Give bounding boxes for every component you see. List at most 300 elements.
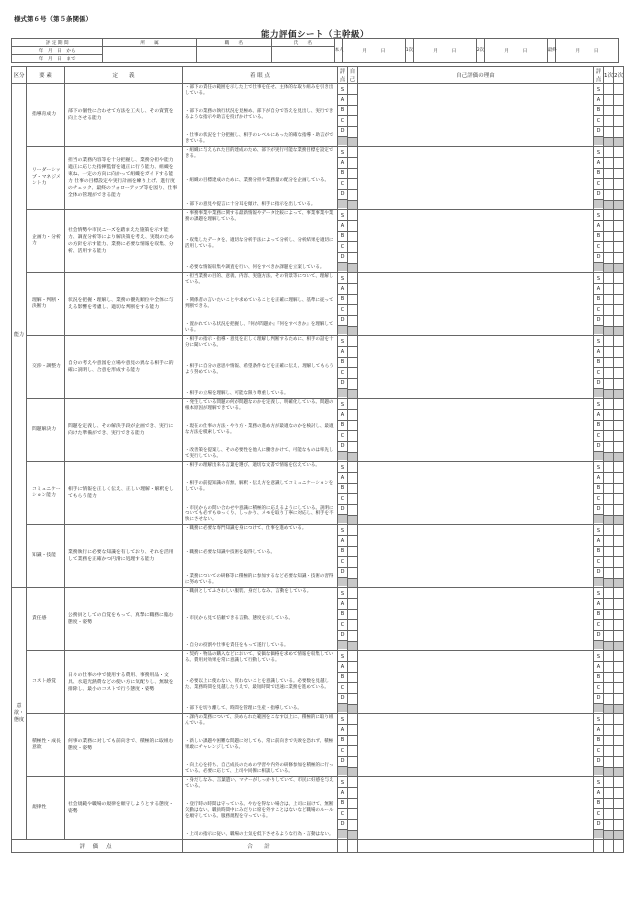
- first-rating[interactable]: [604, 84, 614, 147]
- grade-checkbox[interactable]: [604, 336, 613, 347]
- grade-checkbox[interactable]: [604, 547, 613, 558]
- grade-checkbox[interactable]: [348, 694, 357, 705]
- grade-checkbox[interactable]: [604, 651, 613, 662]
- grade-checkbox[interactable]: [614, 788, 623, 799]
- second-rating[interactable]: [614, 210, 624, 273]
- grade-checkbox[interactable]: [348, 431, 357, 442]
- grade-checkbox[interactable]: [348, 620, 357, 631]
- observation-point: ・課内の業務について、決められた範囲をこなす以上に、積極的に取り組んでいる。: [185, 715, 334, 726]
- grade-checkbox[interactable]: [348, 295, 357, 306]
- col-definition: 定 義: [65, 67, 183, 84]
- grade-checkbox[interactable]: [348, 253, 357, 264]
- grade-checkbox[interactable]: [614, 116, 623, 127]
- grade-checkbox[interactable]: [614, 347, 623, 358]
- self-rating[interactable]: [348, 588, 358, 651]
- grade-checkbox[interactable]: [614, 147, 623, 158]
- grade-checkbox[interactable]: [348, 442, 357, 453]
- grade-c-label: C: [594, 746, 603, 756]
- grade-checkbox[interactable]: [348, 158, 357, 169]
- grade-checkbox[interactable]: [614, 599, 623, 610]
- grade-checkbox[interactable]: [348, 473, 357, 484]
- grade-checkbox[interactable]: [614, 610, 623, 621]
- self-evaluation-reason-field[interactable]: [358, 651, 594, 714]
- grade-checkbox[interactable]: [604, 662, 613, 673]
- grade-checkbox[interactable]: [614, 273, 623, 284]
- grade-checkbox[interactable]: [348, 568, 357, 579]
- grade-s-label: S: [594, 526, 603, 536]
- total-label: 合 計: [183, 840, 338, 853]
- first-rating[interactable]: [604, 588, 614, 651]
- grade-checkbox[interactable]: [614, 305, 623, 316]
- period-to-field[interactable]: 年 月 日 まで: [12, 55, 103, 63]
- grade-checkbox[interactable]: [614, 158, 623, 169]
- grade-a-label: A: [338, 473, 347, 483]
- self-rating[interactable]: [348, 336, 358, 399]
- grade-checkbox[interactable]: [348, 610, 357, 621]
- self-evaluation-reason-field[interactable]: [358, 399, 594, 462]
- second-rating[interactable]: [614, 399, 624, 462]
- grade-checkbox[interactable]: [604, 536, 613, 547]
- rating-scale: [338, 336, 348, 399]
- observation-points: [183, 462, 338, 525]
- grade-checkbox[interactable]: [604, 757, 613, 768]
- grade-checkbox[interactable]: [348, 273, 357, 284]
- grade-checkbox[interactable]: [348, 179, 357, 190]
- grade-c-label: C: [338, 368, 347, 378]
- grade-checkbox[interactable]: [604, 284, 613, 295]
- first-rating[interactable]: [604, 273, 614, 336]
- grade-checkbox[interactable]: [348, 316, 357, 327]
- grade-b-label: B: [594, 231, 603, 241]
- grade-checkbox[interactable]: [614, 84, 623, 95]
- self-rating[interactable]: [348, 399, 358, 462]
- self-evaluation-reason-field[interactable]: [358, 777, 594, 840]
- self-evaluation-reason-field[interactable]: [358, 588, 594, 651]
- grade-a-label: A: [338, 95, 347, 105]
- grade-checkbox[interactable]: [604, 484, 613, 495]
- grade-d-label: D: [338, 567, 347, 577]
- first-rating[interactable]: [604, 399, 614, 462]
- grade-checkbox[interactable]: [348, 536, 357, 547]
- grade-checkbox[interactable]: [604, 809, 613, 820]
- grade-s-label: S: [338, 211, 347, 221]
- grade-checkbox[interactable]: [604, 169, 613, 180]
- grade-checkbox[interactable]: [614, 473, 623, 484]
- grade-checkbox[interactable]: [348, 788, 357, 799]
- grade-checkbox[interactable]: [348, 106, 357, 117]
- grade-checkbox[interactable]: [604, 599, 613, 610]
- grade-checkbox[interactable]: [614, 547, 623, 558]
- rating-scale: [338, 399, 348, 462]
- grade-a-label: A: [338, 662, 347, 672]
- self-evaluation-reason-field[interactable]: [358, 714, 594, 777]
- grade-checkbox[interactable]: [604, 568, 613, 579]
- grade-checkbox[interactable]: [614, 505, 623, 516]
- score-cell: [614, 831, 623, 839]
- grade-checkbox[interactable]: [604, 610, 613, 621]
- grade-c-label: C: [338, 746, 347, 756]
- score-cell: [338, 703, 347, 712]
- grade-checkbox[interactable]: [348, 525, 357, 536]
- score-cell: [594, 388, 603, 397]
- grade-checkbox[interactable]: [614, 295, 623, 306]
- grade-checkbox[interactable]: [348, 683, 357, 694]
- self-evaluation-reason-field[interactable]: [358, 336, 594, 399]
- grade-checkbox[interactable]: [614, 368, 623, 379]
- grade-checkbox[interactable]: [614, 106, 623, 117]
- grade-checkbox[interactable]: [348, 147, 357, 158]
- grade-checkbox[interactable]: [614, 757, 623, 768]
- grade-checkbox[interactable]: [348, 547, 357, 558]
- observation-point: ・改善策を提案し、その必要性を他人に働きかけて、可能なものは率先して実行している。: [185, 448, 334, 460]
- grade-checkbox[interactable]: [614, 683, 623, 694]
- grade-b-label: B: [338, 735, 347, 745]
- grade-checkbox[interactable]: [348, 588, 357, 599]
- score-cell: [594, 829, 603, 838]
- position-field[interactable]: [196, 47, 271, 63]
- observation-point: ・職務に必要な知識や技術を取得している。: [185, 550, 275, 556]
- second-rating[interactable]: [614, 651, 624, 714]
- grade-checkbox[interactable]: [614, 620, 623, 631]
- grade-checkbox[interactable]: [614, 232, 623, 243]
- grade-checkbox[interactable]: [604, 410, 613, 421]
- observation-point: ・必要以上に使わない、買わないことを意識している。必要数を見越した、業務時間を見越したうえで、最短時間で迅速に業務を進めている。: [185, 679, 329, 690]
- second-rating[interactable]: [614, 336, 624, 399]
- second-rating[interactable]: [614, 273, 624, 336]
- grade-checkbox[interactable]: [604, 368, 613, 379]
- grade-checkbox[interactable]: [348, 809, 357, 820]
- second-rating[interactable]: [614, 525, 624, 588]
- element-name: コスト感覚: [27, 651, 65, 714]
- grade-checkbox[interactable]: [348, 95, 357, 106]
- self-rating[interactable]: [348, 651, 358, 714]
- first-rating[interactable]: [604, 336, 614, 399]
- first-rating[interactable]: [604, 525, 614, 588]
- grade-checkbox[interactable]: [614, 694, 623, 705]
- evaluation-row: [12, 399, 624, 462]
- total-first[interactable]: [604, 840, 614, 853]
- self-rating[interactable]: [348, 714, 358, 777]
- grade-checkbox[interactable]: [348, 210, 357, 221]
- grade-checkbox[interactable]: [604, 295, 613, 306]
- grade-checkbox[interactable]: [604, 694, 613, 705]
- grade-checkbox[interactable]: [604, 347, 613, 358]
- name-field[interactable]: [271, 47, 334, 63]
- grade-checkbox[interactable]: [604, 84, 613, 95]
- self-evaluation-reason-field[interactable]: [358, 462, 594, 525]
- grade-checkbox[interactable]: [348, 421, 357, 432]
- grade-checkbox[interactable]: [614, 777, 623, 788]
- grade-checkbox[interactable]: [604, 631, 613, 642]
- element-name: コミュニケーション能力: [27, 462, 65, 525]
- score-cell: [348, 264, 357, 272]
- second-rating[interactable]: [614, 84, 624, 147]
- grade-checkbox[interactable]: [614, 336, 623, 347]
- grade-checkbox[interactable]: [348, 484, 357, 495]
- grade-s-label: S: [338, 85, 347, 95]
- grade-checkbox[interactable]: [348, 232, 357, 243]
- self-evaluation-reason-field[interactable]: [358, 525, 594, 588]
- observation-point: ・部下の業務の執行状況を見極め、部下が自分で答えを見出し、実行できるような指示や助言を投げかけている。: [185, 109, 334, 120]
- grade-checkbox[interactable]: [604, 788, 613, 799]
- grade-checkbox[interactable]: [604, 116, 613, 127]
- grade-checkbox[interactable]: [604, 620, 613, 631]
- self-rating[interactable]: [348, 84, 358, 147]
- grade-checkbox[interactable]: [348, 662, 357, 673]
- grade-checkbox[interactable]: [348, 651, 357, 662]
- grade-checkbox[interactable]: [348, 84, 357, 95]
- grade-checkbox[interactable]: [348, 305, 357, 316]
- first-date-field[interactable]: 月 日: [413, 39, 476, 63]
- grade-checkbox[interactable]: [348, 725, 357, 736]
- grade-checkbox[interactable]: [348, 505, 357, 516]
- grade-checkbox[interactable]: [348, 116, 357, 127]
- grade-checkbox[interactable]: [604, 673, 613, 684]
- grade-checkbox[interactable]: [614, 179, 623, 190]
- second-rating[interactable]: [614, 714, 624, 777]
- final-date-field[interactable]: 月 日: [555, 39, 618, 63]
- grade-checkbox[interactable]: [614, 210, 623, 221]
- first-rating[interactable]: [604, 210, 614, 273]
- grade-checkbox[interactable]: [614, 746, 623, 757]
- grade-checkbox[interactable]: [614, 379, 623, 390]
- grade-checkbox[interactable]: [614, 462, 623, 473]
- grade-checkbox[interactable]: [614, 431, 623, 442]
- total-second[interactable]: [614, 840, 624, 853]
- grade-checkbox[interactable]: [604, 316, 613, 327]
- grade-checkbox[interactable]: [348, 494, 357, 505]
- grade-checkbox[interactable]: [614, 316, 623, 327]
- grade-checkbox[interactable]: [348, 242, 357, 253]
- total-self[interactable]: [348, 840, 358, 853]
- grade-checkbox[interactable]: [604, 421, 613, 432]
- grade-checkbox[interactable]: [614, 169, 623, 180]
- grade-checkbox[interactable]: [348, 799, 357, 810]
- self-rating[interactable]: [348, 273, 358, 336]
- grade-checkbox[interactable]: [604, 683, 613, 694]
- header-info-table: [11, 38, 619, 63]
- evaluation-row: [12, 462, 624, 525]
- grade-checkbox[interactable]: [614, 358, 623, 369]
- grade-checkbox[interactable]: [614, 190, 623, 201]
- grade-checkbox[interactable]: [348, 757, 357, 768]
- grade-checkbox[interactable]: [348, 746, 357, 757]
- grade-checkbox[interactable]: [614, 421, 623, 432]
- grade-checkbox[interactable]: [348, 714, 357, 725]
- grade-checkbox[interactable]: [614, 410, 623, 421]
- score-cell: [614, 453, 623, 461]
- grade-checkbox[interactable]: [604, 253, 613, 264]
- grade-checkbox[interactable]: [604, 379, 613, 390]
- grade-checkbox[interactable]: [614, 442, 623, 453]
- grade-checkbox[interactable]: [614, 651, 623, 662]
- grade-s-label: S: [338, 778, 347, 788]
- first-rating[interactable]: [604, 651, 614, 714]
- grade-checkbox[interactable]: [614, 95, 623, 106]
- grade-checkbox[interactable]: [348, 462, 357, 473]
- grade-checkbox[interactable]: [604, 746, 613, 757]
- grade-checkbox[interactable]: [348, 336, 357, 347]
- score-cell: [614, 768, 623, 776]
- grade-checkbox[interactable]: [614, 557, 623, 568]
- grade-b-label: B: [594, 609, 603, 619]
- second-date-field[interactable]: 月 日: [484, 39, 547, 63]
- grade-checkbox[interactable]: [604, 557, 613, 568]
- self-evaluation-reason-field[interactable]: [358, 210, 594, 273]
- observation-point: ・部下を切り離して、時間を管理に生産・指導している。: [185, 706, 302, 712]
- grade-checkbox[interactable]: [604, 494, 613, 505]
- grade-checkbox[interactable]: [604, 358, 613, 369]
- grade-checkbox[interactable]: [604, 525, 613, 536]
- affiliation-field[interactable]: [103, 47, 196, 63]
- grade-checkbox[interactable]: [348, 631, 357, 642]
- grade-checkbox[interactable]: [604, 127, 613, 138]
- grade-checkbox[interactable]: [614, 284, 623, 295]
- grade-checkbox[interactable]: [614, 820, 623, 831]
- grade-checkbox[interactable]: [348, 399, 357, 410]
- grade-checkbox[interactable]: [348, 410, 357, 421]
- grade-checkbox[interactable]: [604, 158, 613, 169]
- grade-checkbox[interactable]: [614, 736, 623, 747]
- element-name: 指導育成力: [27, 84, 65, 147]
- second-rating[interactable]: [614, 588, 624, 651]
- grade-checkbox[interactable]: [604, 777, 613, 788]
- grade-checkbox[interactable]: [348, 368, 357, 379]
- grade-checkbox[interactable]: [614, 221, 623, 232]
- grade-checkbox[interactable]: [604, 95, 613, 106]
- grade-checkbox[interactable]: [604, 588, 613, 599]
- grade-checkbox[interactable]: [348, 379, 357, 390]
- grade-checkbox[interactable]: [348, 599, 357, 610]
- self-rating[interactable]: [348, 462, 358, 525]
- grade-checkbox[interactable]: [614, 725, 623, 736]
- grade-checkbox[interactable]: [614, 799, 623, 810]
- self-rating[interactable]: [348, 210, 358, 273]
- grade-checkbox[interactable]: [614, 127, 623, 138]
- observation-point: ・向上心を持ち、自己成長のための学習や内外の研修参加を積極的に行っている。必要に応じて、上司や同僚に相談している。: [185, 763, 334, 775]
- second-rating[interactable]: [614, 147, 624, 210]
- grade-checkbox[interactable]: [604, 714, 613, 725]
- self-evaluation-reason-field[interactable]: [358, 147, 594, 210]
- rating-scale: [338, 714, 348, 777]
- grade-c-label: C: [338, 620, 347, 630]
- grade-checkbox[interactable]: [604, 431, 613, 442]
- self-date-field[interactable]: 月 日: [342, 39, 405, 63]
- grade-checkbox[interactable]: [348, 221, 357, 232]
- grade-checkbox[interactable]: [604, 273, 613, 284]
- score-cell: [338, 640, 347, 649]
- grade-checkbox[interactable]: [604, 179, 613, 190]
- grade-checkbox[interactable]: [604, 190, 613, 201]
- grade-checkbox[interactable]: [348, 169, 357, 180]
- grade-c-label: C: [594, 431, 603, 441]
- grade-checkbox[interactable]: [348, 127, 357, 138]
- self-evaluation-reason-field[interactable]: [358, 273, 594, 336]
- grade-checkbox[interactable]: [604, 799, 613, 810]
- grade-checkbox[interactable]: [614, 662, 623, 673]
- grade-checkbox[interactable]: [614, 399, 623, 410]
- grade-a-label: A: [594, 473, 603, 483]
- grade-checkbox[interactable]: [614, 714, 623, 725]
- grade-c-label: C: [338, 809, 347, 819]
- grade-checkbox[interactable]: [604, 232, 613, 243]
- grade-s-label: S: [594, 211, 603, 221]
- grade-checkbox[interactable]: [614, 809, 623, 820]
- grade-checkbox[interactable]: [604, 106, 613, 117]
- grade-checkbox[interactable]: [604, 462, 613, 473]
- grade-checkbox[interactable]: [604, 305, 613, 316]
- grade-checkbox[interactable]: [348, 673, 357, 684]
- grade-checkbox[interactable]: [604, 210, 613, 221]
- element-definition: 相手に情報を正しく伝え、正しい理解・解釈をしてもらう能力: [65, 462, 183, 525]
- period-from-field[interactable]: 年 月 日 から: [12, 47, 103, 55]
- grade-checkbox[interactable]: [604, 221, 613, 232]
- grade-checkbox[interactable]: [604, 399, 613, 410]
- self-rating[interactable]: [348, 777, 358, 840]
- observation-point: ・組織に与えられた目的達成のため、部下が実行可能な業務目標を設定できる。: [185, 148, 334, 159]
- grade-b-label: B: [338, 105, 347, 115]
- grade-checkbox[interactable]: [348, 358, 357, 369]
- grade-checkbox[interactable]: [614, 484, 623, 495]
- second-rating[interactable]: [614, 462, 624, 525]
- grade-d-label: D: [594, 315, 603, 325]
- grade-a-label: A: [338, 536, 347, 546]
- grade-checkbox[interactable]: [614, 525, 623, 536]
- grade-checkbox[interactable]: [604, 442, 613, 453]
- grade-checkbox[interactable]: [614, 242, 623, 253]
- grade-checkbox[interactable]: [614, 631, 623, 642]
- rating-scale-2: [594, 777, 604, 840]
- grade-checkbox[interactable]: [614, 588, 623, 599]
- self-rating[interactable]: [348, 525, 358, 588]
- evaluation-row: [12, 147, 624, 210]
- category-label: 意欲・態度: [12, 588, 27, 840]
- grade-checkbox[interactable]: [614, 673, 623, 684]
- grade-checkbox[interactable]: [604, 736, 613, 747]
- grade-checkbox[interactable]: [604, 505, 613, 516]
- grade-checkbox[interactable]: [604, 147, 613, 158]
- first-rating[interactable]: [604, 147, 614, 210]
- grade-checkbox[interactable]: [348, 820, 357, 831]
- score-cell: [338, 829, 347, 838]
- grade-checkbox[interactable]: [604, 242, 613, 253]
- grade-checkbox[interactable]: [348, 777, 357, 788]
- grade-checkbox[interactable]: [348, 347, 357, 358]
- score-label: 評 価 点: [12, 840, 183, 853]
- grade-checkbox[interactable]: [604, 725, 613, 736]
- first-rating[interactable]: [604, 777, 614, 840]
- first-rating[interactable]: [604, 714, 614, 777]
- second-rating[interactable]: [614, 777, 624, 840]
- grade-checkbox[interactable]: [614, 494, 623, 505]
- grade-checkbox[interactable]: [348, 190, 357, 201]
- grade-d-label: D: [594, 189, 603, 199]
- grade-checkbox[interactable]: [348, 557, 357, 568]
- self-evaluation-reason-field[interactable]: [358, 84, 594, 147]
- grade-checkbox[interactable]: [348, 736, 357, 747]
- grade-checkbox[interactable]: [348, 284, 357, 295]
- grade-checkbox[interactable]: [614, 568, 623, 579]
- col-first: 1次: [604, 67, 614, 84]
- first-rating[interactable]: [604, 462, 614, 525]
- evaluation-row: [12, 714, 624, 777]
- grade-checkbox[interactable]: [614, 253, 623, 264]
- grade-checkbox[interactable]: [604, 820, 613, 831]
- grade-checkbox[interactable]: [604, 473, 613, 484]
- grade-checkbox[interactable]: [614, 536, 623, 547]
- self-rating[interactable]: [348, 147, 358, 210]
- rating-scale-2: [594, 588, 604, 651]
